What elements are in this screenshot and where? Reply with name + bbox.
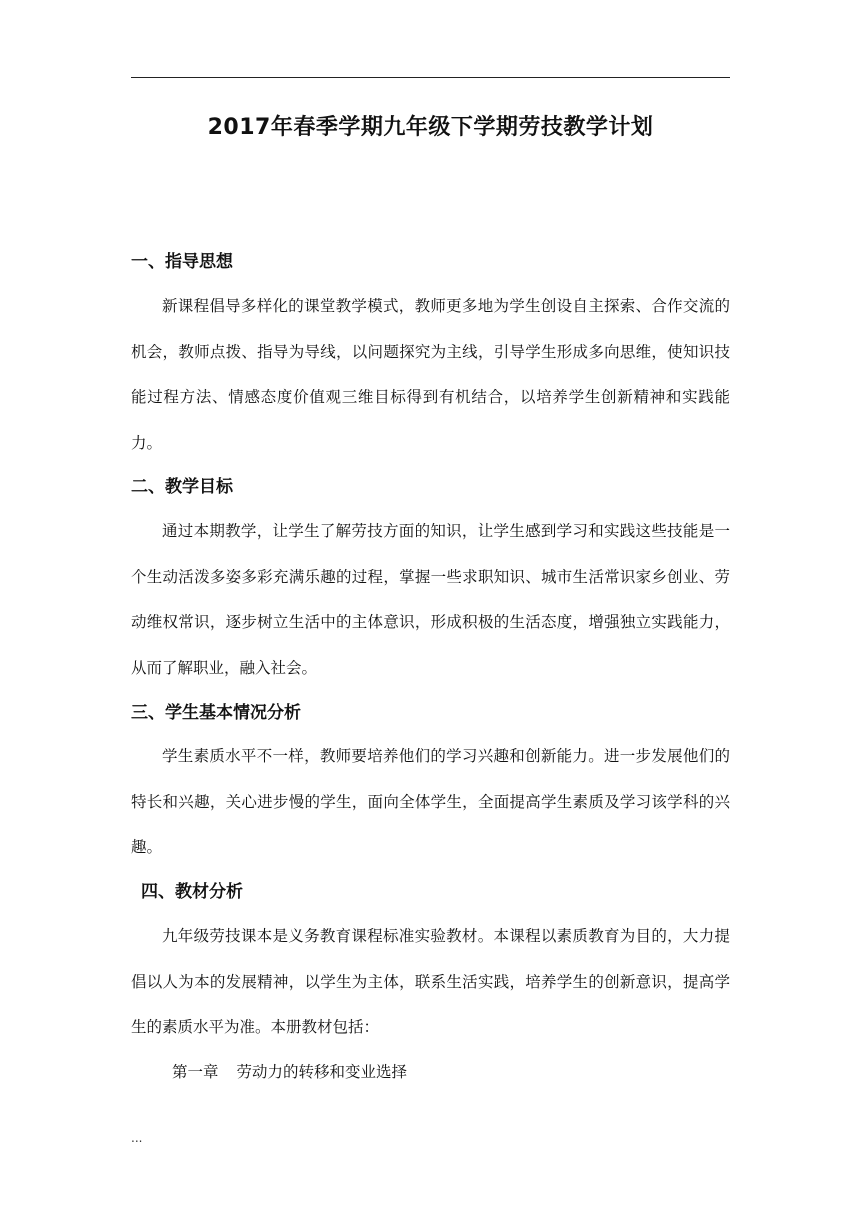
chapter-line — [172, 1057, 407, 1087]
section-paragraph-textbook-analysis: 九年级劳技课本是义务教育课程标准实验教材。本课程以素质教育为目的，大力提倡以人为本的发展精神，以学生为主体，联系生活实践，培养学生的创新意识，提高学生的素质水平为准。本册教材包括： — [131, 927, 730, 1036]
chapter-name: 劳动力的转移和变业选择 — [236, 1063, 408, 1081]
section-heading-textbook-analysis: 四、教材分析 — [141, 882, 243, 902]
section-paragraph-teaching-goals: 通过本期教学，让学生了解劳技方面的知识，让学生感到学习和实践这些技能是一个生动活泼多姿多彩充满乐趣的过程，掌握一些求职知识、城市生活常识家乡创业、劳动维权常识，逐步树立生活中的主体意识，形成积极的生活态度，增强独立实践能力，从而了解职业，融入社会。 — [131, 522, 730, 677]
section-heading-student-analysis: 三、学生基本情况分析 — [131, 703, 301, 723]
section-heading-guiding-thought: 一、指导思想 — [131, 252, 233, 272]
section-heading-teaching-goals: 二、教学目标 — [131, 477, 233, 497]
document-title: 2017年春季学期九年级下学期劳技教学计划 — [207, 115, 654, 140]
header-rule — [131, 77, 730, 78]
section-paragraph-guiding-thought: 新课程倡导多样化的课堂教学模式，教师更多地为学生创设自主探索、合作交流的机会，教师点拨、指导为导线，以问题探究为主线，引导学生形成多向思维，使知识技能过程方法、情感态度价值观三维目标得到有机结合，以培养学生创新精神和实践能力。 — [131, 297, 730, 452]
section-paragraph-student-analysis: 学生素质水平不一样，教师要培养他们的学习兴趣和创新能力。进一步发展他们的特长和兴趣，关心进步慢的学生，面向全体学生，全面提高学生素质及学习该学科的兴趣。 — [131, 747, 730, 856]
chapter-number: 第一章 — [172, 1063, 219, 1081]
continuation-ellipsis: ... — [131, 1131, 143, 1145]
